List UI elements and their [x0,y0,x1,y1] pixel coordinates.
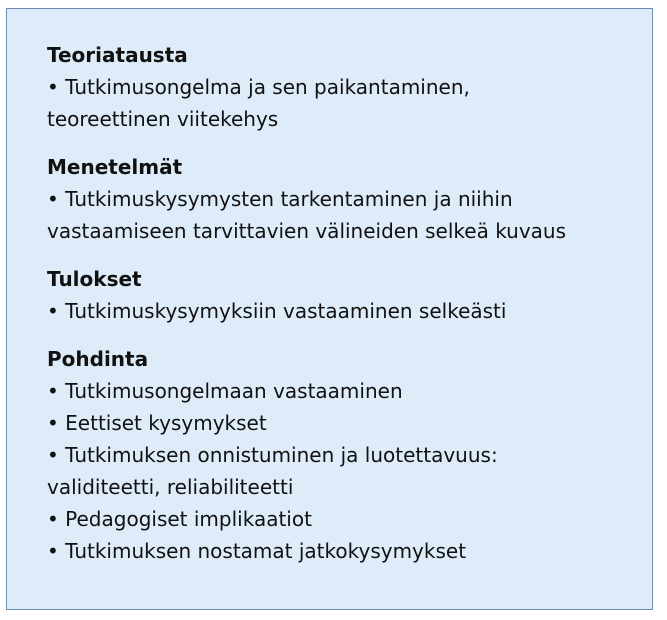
section-line: teoreettinen viitekehys [47,107,279,131]
section-line: • Pedagogiset implikaatiot [47,507,312,531]
section-line: vastaamiseen tarvittavien välineiden selkeä kuvaus [47,219,567,243]
section-line: • Tutkimusongelmaan vastaaminen [47,379,403,403]
info-box-content [47,39,632,583]
section-heading: Teoriatausta [47,43,188,67]
section-line: validiteetti, reliabiliteetti [47,475,294,499]
section-heading: Pohdinta [47,347,149,371]
info-box [6,8,653,610]
section-line: • Eettiset kysymykset [47,411,267,435]
section-heading: Tulokset [47,267,142,291]
section-teoriatausta [47,39,632,135]
section-tulokset [47,263,632,327]
section-line: • Tutkimuksen nostamat jatkokysymykset [47,539,467,563]
section-line: • Tutkimuskysymysten tarkentaminen ja niihin [47,187,513,211]
section-pohdinta [47,343,632,567]
section-line: • Tutkimuskysymyksiin vastaaminen selkeästi [47,299,507,323]
section-heading: Menetelmät [47,155,183,179]
section-menetelmat [47,151,632,247]
section-line: • Tutkimusongelma ja sen paikantaminen, [47,75,470,99]
section-line: • Tutkimuksen onnistuminen ja luotettavuus: [47,443,498,467]
